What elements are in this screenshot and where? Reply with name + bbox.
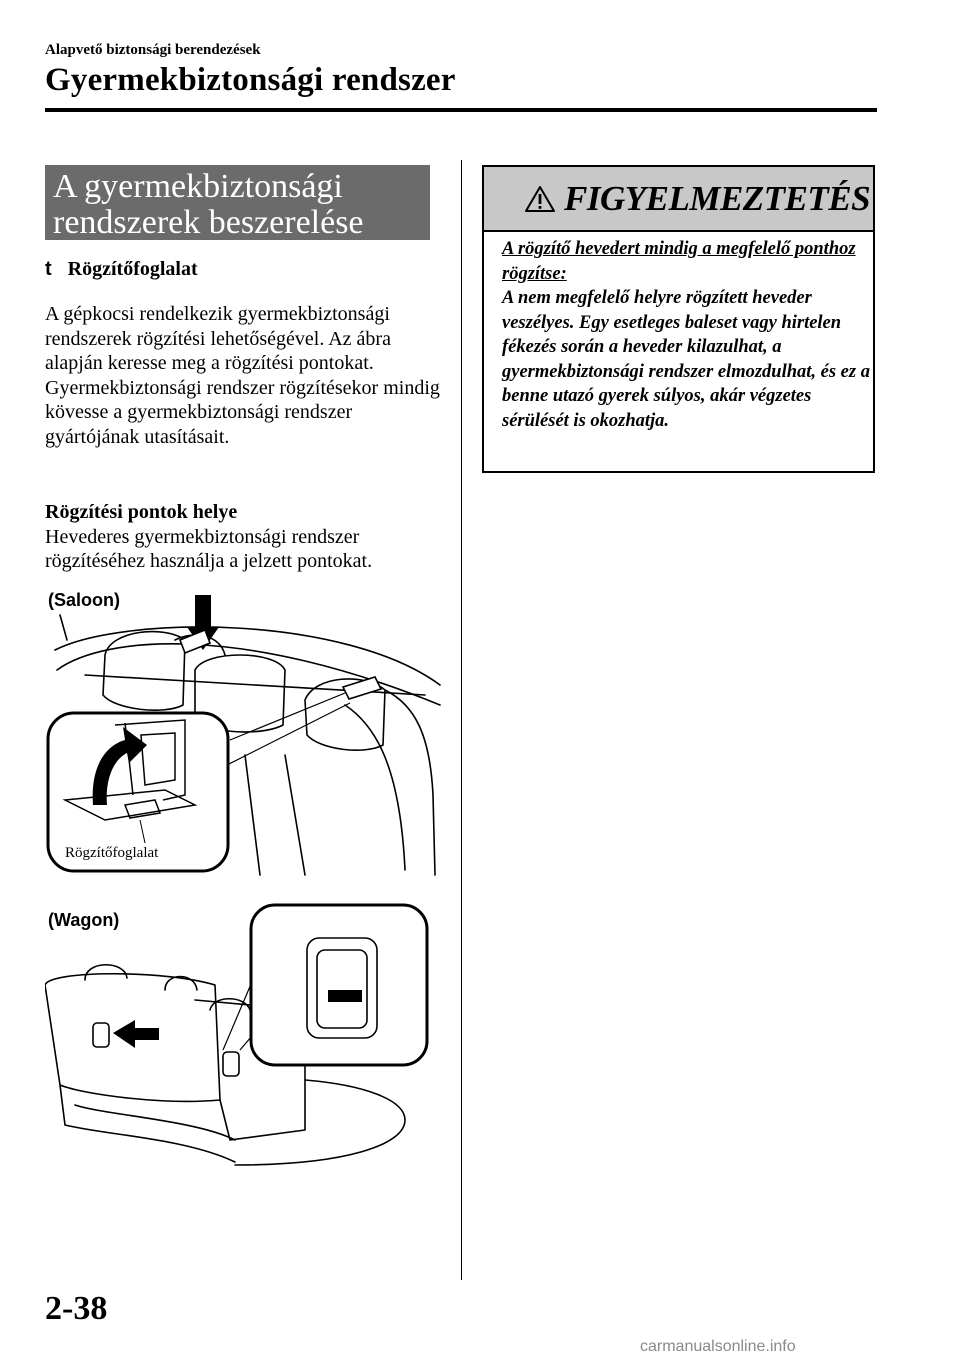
locations-paragraph [45, 500, 445, 574]
locations-heading: Rögzítési pontok helye [45, 501, 238, 523]
wagon-pointer-arrow [113, 1020, 159, 1048]
locations-text: Hevederes gyermekbiztonsági rendszer rögzítéséhez használja a jelzett pontokat. [45, 525, 373, 572]
saloon-label: (Saloon) [48, 590, 120, 610]
subsection-title: Rögzítőfoglalat [67, 258, 198, 280]
subsection-marker: t [45, 258, 52, 280]
section-title-line-1: A gyermekbiztonsági [53, 168, 343, 205]
warning-underlined-text: A rögzítő hevedert mindig a megfelelő ponthoz rögzítse: [502, 239, 856, 284]
page-number: 2-38 [45, 1290, 108, 1327]
warning-box [482, 165, 875, 473]
breadcrumb: Alapvető biztonsági berendezések [45, 42, 261, 58]
saloon-anchor-illustration [45, 595, 445, 880]
wagon-label: (Wagon) [48, 910, 120, 930]
warning-text: A nem megfelelő helyre rögzített heveder veszélyes. Egy esetleges baleset vagy hirtelen fékezés során a heveder kilazulhat, a gyermekbiztonsági rendszer elmozdulhat, és ez a benne utazó gyerek súlyos, akár végzetes sérülését is okozhatja. [502, 288, 870, 431]
warning-header [484, 167, 873, 232]
warning-title: FIGYELMEZTETÉS [564, 179, 871, 218]
warning-triangle-icon [524, 185, 556, 213]
warning-body [502, 237, 872, 433]
intro-paragraph: A gépkocsi rendelkezik gyermekbiztonsági rendszerek rögzítési lehetőségével. Az ábra alapján keresse meg a rögzítési pontokat. Gyermekbiztonsági rendszer rögzítésekor mindig kövesse a gyermekbiztonsági rendszer gyártójának utasításait. [45, 303, 440, 448]
column-divider [461, 160, 462, 1280]
subsection-heading [45, 258, 198, 281]
section-banner [45, 165, 430, 240]
wagon-anchor-illustration [45, 900, 445, 1175]
header-rule [45, 108, 877, 112]
chapter-title: Gyermekbiztonsági rendszer [45, 62, 456, 98]
watermark: carmanualsonline.info [640, 1338, 796, 1355]
section-title-line-2: rendszerek beszerelése [53, 204, 364, 241]
inset-caption: Rögzítőfoglalat [65, 845, 159, 861]
